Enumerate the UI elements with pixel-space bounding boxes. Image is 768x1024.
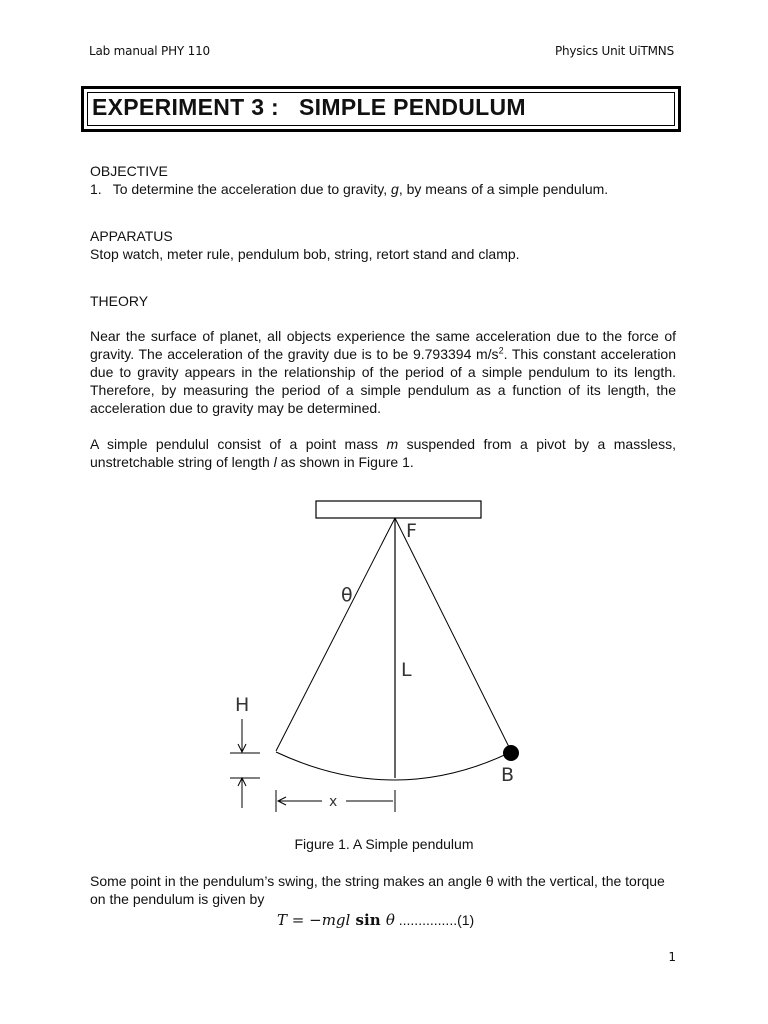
theory-p1-line1: Near the surface of planet, all objects experience the same acceleration due to the force of — [90, 328, 676, 344]
objective-heading: OBJECTIVE — [90, 163, 168, 179]
objective-var-g: g — [391, 181, 399, 197]
theory-heading: THEORY — [90, 293, 149, 309]
theory-p1-line5: acceleration due to gravity may be determined. — [90, 400, 382, 416]
apparatus-text: Stop watch, meter rule, pendulum bob, string, retort stand and clamp. — [90, 246, 520, 262]
pendulum-support-bar — [316, 501, 481, 518]
theory-p2-line2-a: unstretchable string of length — [90, 454, 274, 470]
theory-p2-line2-b: as shown in Figure 1. — [276, 454, 414, 470]
header-right: Physics Unit UiTMNS — [554, 44, 674, 58]
theory-p1-line3: due to gravity appears in the relationship of the period of a simple pendulum to its length. — [90, 364, 676, 380]
apparatus-heading: APPARATUS — [90, 228, 173, 244]
objective-text-before: To determine the acceleration due to gravity, — [112, 181, 392, 197]
equation-number: ...............(1) — [394, 912, 475, 928]
eq-equals: = − — [287, 911, 322, 929]
theory-p1-line2-b: . This constant acceleration — [503, 346, 677, 362]
label-F: F — [406, 520, 417, 542]
theory-var-l: l — [273, 454, 277, 470]
header-left: Lab manual PHY 110 — [89, 44, 210, 58]
theory-p1-superscript: 2 — [498, 345, 504, 356]
objective-item-number: 1. — [90, 181, 102, 197]
theory-p1-line2-a: gravity. The acceleration of the gravity due is to be 9.793394 m/s — [90, 346, 499, 362]
label-theta: θ — [341, 584, 353, 606]
eq-sin: sin — [350, 911, 386, 929]
label-x: x — [329, 794, 338, 810]
theory-p2-line1 — [90, 435, 676, 453]
label-H: H — [235, 694, 250, 716]
page-number: 1 — [668, 950, 676, 964]
theory-paragraph-2 — [90, 435, 676, 471]
pendulum-figure — [212, 488, 557, 818]
torque-equation — [277, 911, 474, 929]
torque-line1: Some point in the pendulum’s swing, the string makes an angle θ with the vertical, the torque — [90, 873, 665, 889]
theory-var-m: m — [386, 436, 399, 452]
theory-p2-line2 — [90, 453, 676, 471]
torque-paragraph — [90, 872, 680, 908]
pendulum-bob — [503, 745, 519, 761]
theory-p1-line4: Therefore, by measuring the period of a simple pendulum as a function of its length, the — [90, 382, 676, 398]
objective-item — [90, 180, 608, 198]
label-L: L — [401, 659, 412, 681]
theory-p2-line1-a: A simple pendulul consist of a point mass — [90, 436, 387, 452]
page-title: EXPERIMENT 3 : SIMPLE PENDULUM — [92, 94, 526, 120]
eq-theta: θ — [385, 911, 395, 929]
eq-mgl: mgl — [321, 911, 351, 929]
theory-p1-line2 — [90, 345, 676, 363]
label-B: B — [501, 764, 515, 786]
theory-p2-line1-b: suspended from a pivot by a massless, — [398, 436, 676, 452]
eq-T: T — [277, 911, 288, 929]
objective-text-after: , by means of a simple pendulum. — [398, 181, 609, 197]
theory-paragraph-1 — [90, 327, 676, 417]
title-box — [81, 86, 681, 132]
torque-line2: on the pendulum is given by — [90, 891, 265, 907]
figure-caption: Figure 1. A Simple pendulum — [294, 836, 474, 852]
